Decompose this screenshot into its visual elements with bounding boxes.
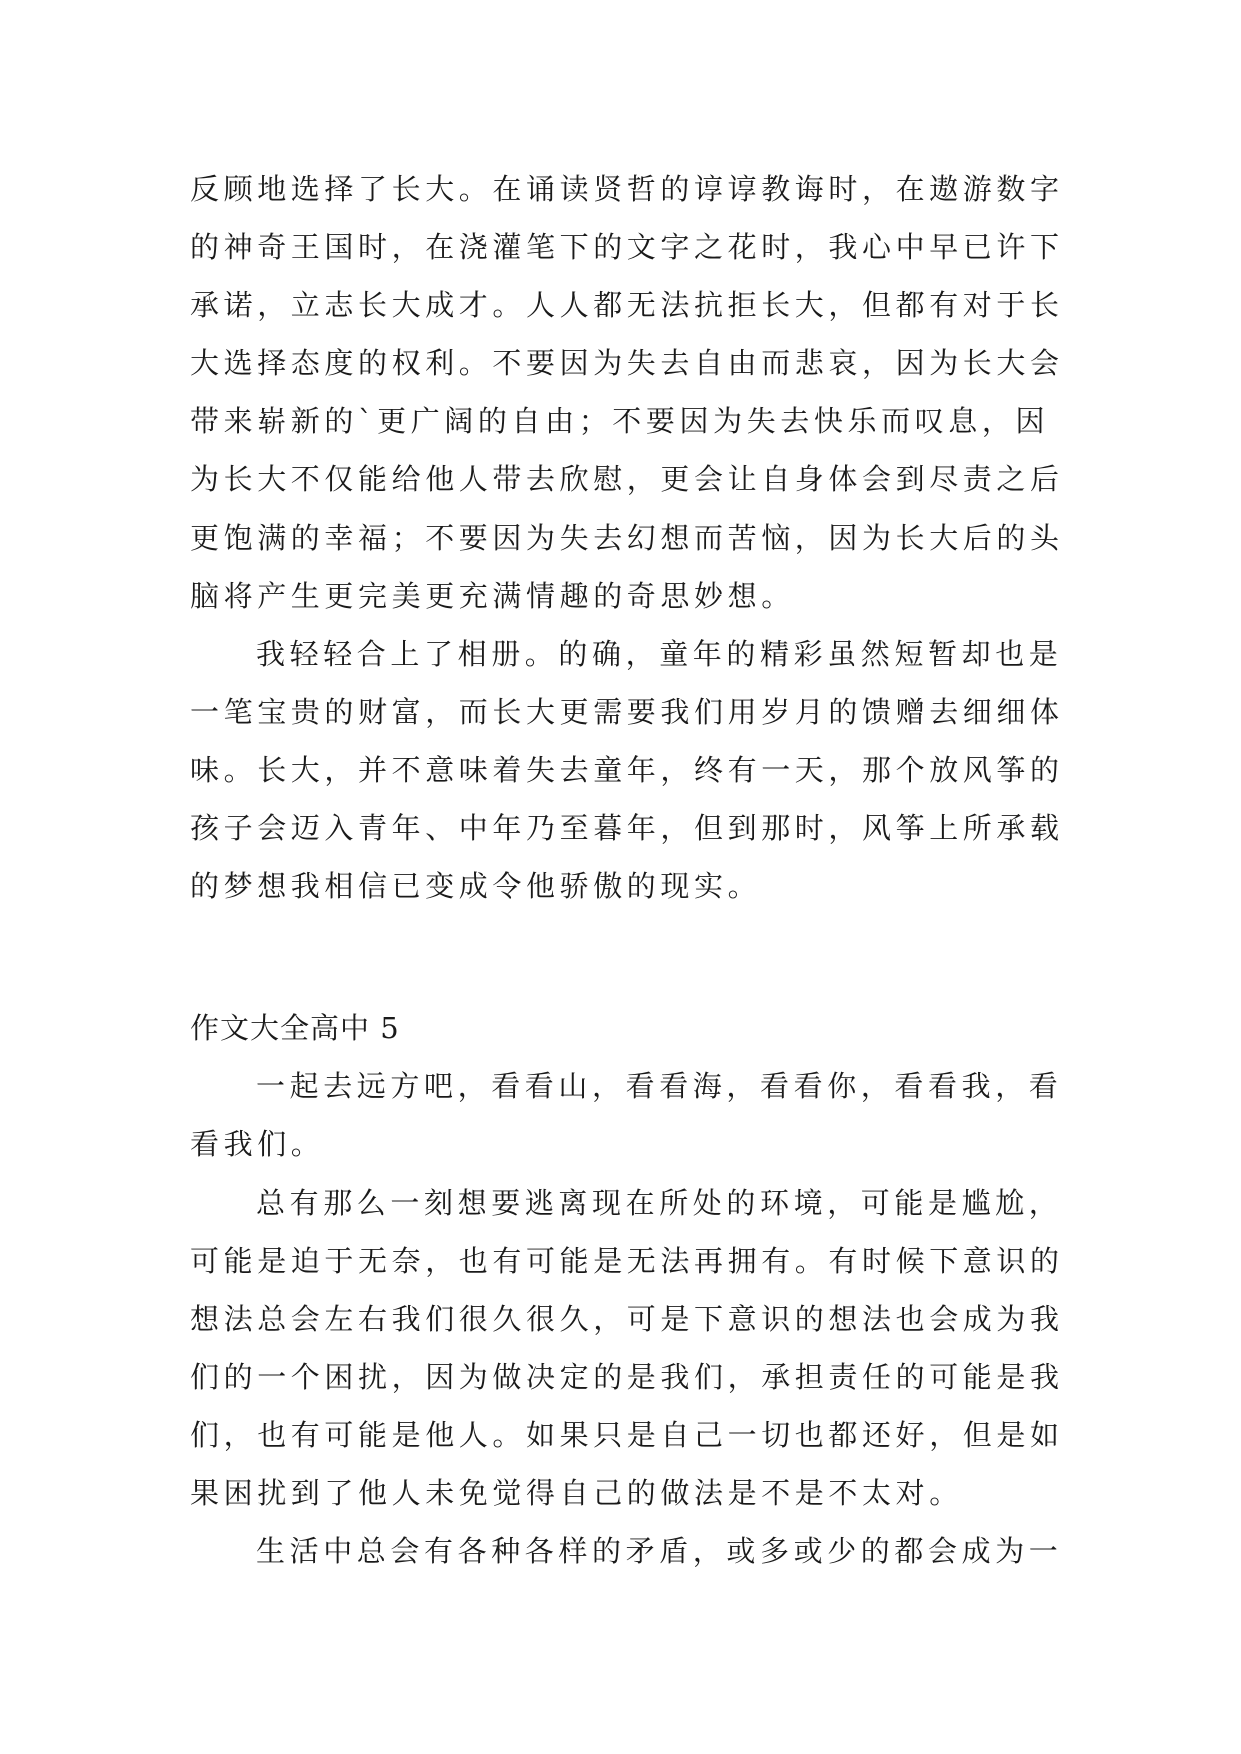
document-page (190, 160, 1064, 1580)
text-line: 的梦想我相信已变成令他骄傲的现实。 (190, 869, 762, 904)
text-line: 大选择态度的权利。不要因为失去自由而悲哀，因为长大会 (190, 346, 1064, 381)
text-line: 果困扰到了他人未免觉得自己的做法是不是不太对。 (190, 1475, 963, 1510)
text-line: 一笔宝贵的财富，而长大更需要我们用岁月的馈赠去细细体 (190, 694, 1064, 729)
paragraph-album (190, 625, 1064, 915)
text-line: 生活中总会有各种各样的矛盾，或多或少的都会成为一 (256, 1534, 1063, 1569)
section-gap (190, 915, 1060, 999)
text-line: 带来崭新的`更广阔的自由；不要因为失去快乐而叹息，因 (190, 404, 1050, 439)
text-line: 为长大不仅能给他人带去欣慰，更会让自身体会到尽责之后 (190, 462, 1064, 497)
text-line: 们的一个困扰，因为做决定的是我们，承担责任的可能是我 (190, 1359, 1064, 1394)
text-line: 可能是迫于无奈，也有可能是无法再拥有。有时候下意识的 (190, 1243, 1064, 1278)
text-line: 们，也有可能是他人。如果只是自己一切也都还好，但是如 (190, 1417, 1064, 1452)
text-line: 味。长大，并不意味着失去童年，终有一天，那个放风筝的 (190, 752, 1064, 787)
paragraph-far-away (190, 1057, 1063, 1173)
text-line: 脑将产生更完美更充满情趣的奇思妙想。 (190, 578, 795, 613)
text-line: 看我们。 (190, 1127, 325, 1162)
text-line: 的神奇王国时，在浇灌笔下的文字之花时，我心中早已许下 (190, 230, 1064, 265)
text-line: 想法总会左右我们很久很久，可是下意识的想法也会成为我 (190, 1301, 1064, 1336)
text-line: 更饱满的幸福；不要因为失去幻想而苦恼，因为长大后的头 (190, 520, 1064, 555)
text-line: 承诺，立志长大成才。人人都无法抗拒长大，但都有对于长 (190, 288, 1064, 323)
paragraph-escape (190, 1174, 1064, 1523)
text-line: 反顾地选择了长大。在诵读贤哲的谆谆教诲时，在遨游数字 (190, 172, 1064, 206)
text-line: 孩子会迈入青年、中年乃至暮年，但到那时，风筝上所承载 (190, 811, 1064, 846)
paragraph-life (190, 1522, 1063, 1580)
text-line: 一起去远方吧，看看山，看看海，看看你，看看我，看 (256, 1069, 1063, 1104)
section-title: 作文大全高中 5 (190, 1011, 400, 1046)
paragraph-continued (190, 160, 1064, 625)
text-line: 总有那么一刻想要逃离现在所处的环境，可能是尴尬， (256, 1185, 1063, 1220)
text-line: 我轻轻合上了相册。的确，童年的精彩虽然短暂却也是 (256, 636, 1063, 671)
